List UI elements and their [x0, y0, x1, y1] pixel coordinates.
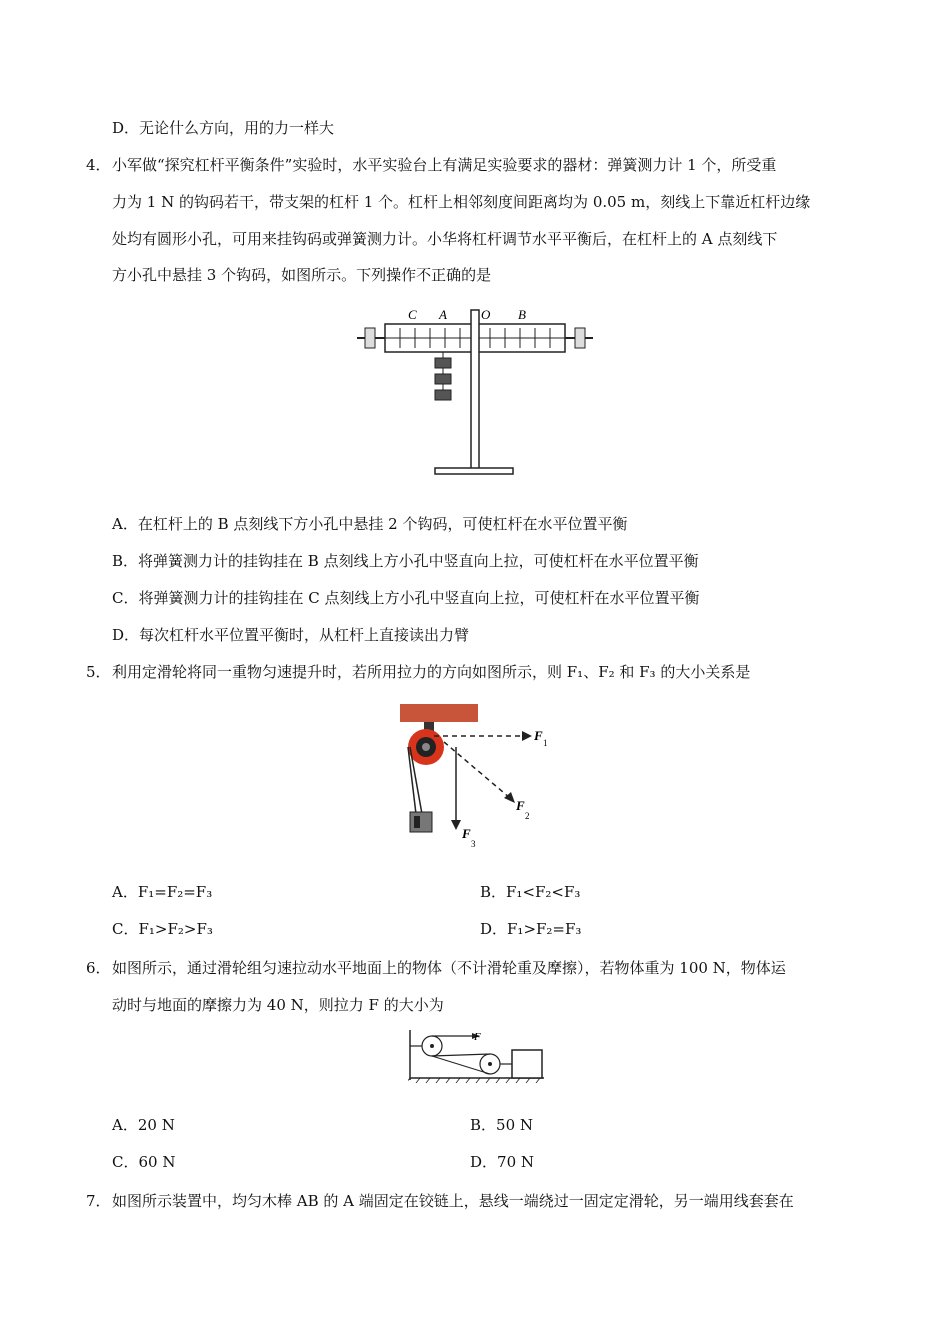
pulley-block-figure	[408, 1028, 548, 1084]
q6-stem-line-1: 如图所示，通过滑轮组匀速拉动水平地面上的物体（不计滑轮重及摩擦），若物体重为 100 N，物体运	[112, 959, 786, 977]
q6-option-d: D．70 N	[470, 1153, 535, 1171]
q6-option-a: A．20 N	[112, 1116, 175, 1134]
pulley-figure	[398, 702, 558, 852]
q4-option-b: B．将弹簧测力计的挂钩挂在 B 点刻线上方小孔中竖直向上拉，可使杠杆在水平位置平衡	[112, 552, 699, 570]
q3-option-d: D．无论什么方向，用的力一样大	[112, 119, 335, 137]
q5-option-b: B．F₁<F₂<F₃	[480, 883, 581, 901]
lever-figure	[355, 302, 595, 480]
q4-stem-line-1: 小军做“探究杠杆平衡条件”实验时，水平实验台上有满足实验要求的器材：弹簧测力计 1 个，所受重	[112, 156, 777, 174]
lever-label-a: A	[439, 307, 447, 322]
q5-option-a: A．F₁=F₂=F₃	[112, 883, 213, 901]
q4-number: 4．	[86, 156, 111, 174]
q6-option-c: C．60 N	[112, 1153, 176, 1171]
q4-stem-line-4: 方小孔中悬挂 3 个钩码，如图所示。下列操作不正确的是	[112, 266, 492, 284]
pulley-label-f2: F	[516, 798, 525, 813]
q4-option-c: C．将弹簧测力计的挂钩挂在 C 点刻线上方小孔中竖直向上拉，可使杠杆在水平位置平衡	[112, 589, 700, 607]
q6-number: 6．	[86, 959, 111, 977]
q7-stem: 如图所示装置中，均匀木棒 AB 的 A 端固定在铰链上，悬线一端绕过一固定定滑轮，另一端用线套套在	[112, 1192, 794, 1210]
lever-label-c: C	[408, 307, 417, 322]
q5-stem: 利用定滑轮将同一重物匀速提升时，若所用拉力的方向如图所示，则 F₁、F₂ 和 F₃ 的大小关系是	[112, 663, 751, 681]
lever-label-o: O	[481, 307, 491, 322]
q4-stem-line-3: 处均有圆形小孔，可用来挂钩码或弹簧测力计。小华将杠杆调节水平平衡后，在杠杆上的 A 点刻线下	[112, 230, 778, 248]
pulley-label-f3: F	[462, 826, 471, 841]
q4-option-a: A．在杠杆上的 B 点刻线下方小孔中悬挂 2 个钩码，可使杠杆在水平位置平衡	[112, 515, 628, 533]
q6-stem-line-2: 动时与地面的摩擦力为 40 N，则拉力 F 的大小为	[112, 996, 444, 1014]
lever-label-b: B	[518, 307, 526, 322]
q4-option-d: D．每次杠杆水平位置平衡时，从杠杆上直接读出力臂	[112, 626, 470, 644]
q6-option-b: B．50 N	[470, 1116, 534, 1134]
pulley-label-f2-sub: 2	[525, 811, 530, 821]
q4-stem-line-2: 力为 1 N 的钩码若干，带支架的杠杆 1 个。杠杆上相邻刻度间距离均为 0.05 m，刻线上下靠近杠杆边缘	[112, 193, 811, 211]
q5-number: 5．	[86, 663, 111, 681]
pulley-block-label-f: F	[474, 1031, 481, 1043]
pulley-label-f1-sub: 1	[543, 738, 548, 748]
q5-option-c: C．F₁>F₂>F₃	[112, 920, 213, 938]
pulley-label-f3-sub: 3	[471, 839, 476, 849]
q7-number: 7．	[86, 1192, 111, 1210]
q5-option-d: D．F₁>F₂=F₃	[480, 920, 582, 938]
pulley-label-f1: F	[534, 728, 543, 743]
